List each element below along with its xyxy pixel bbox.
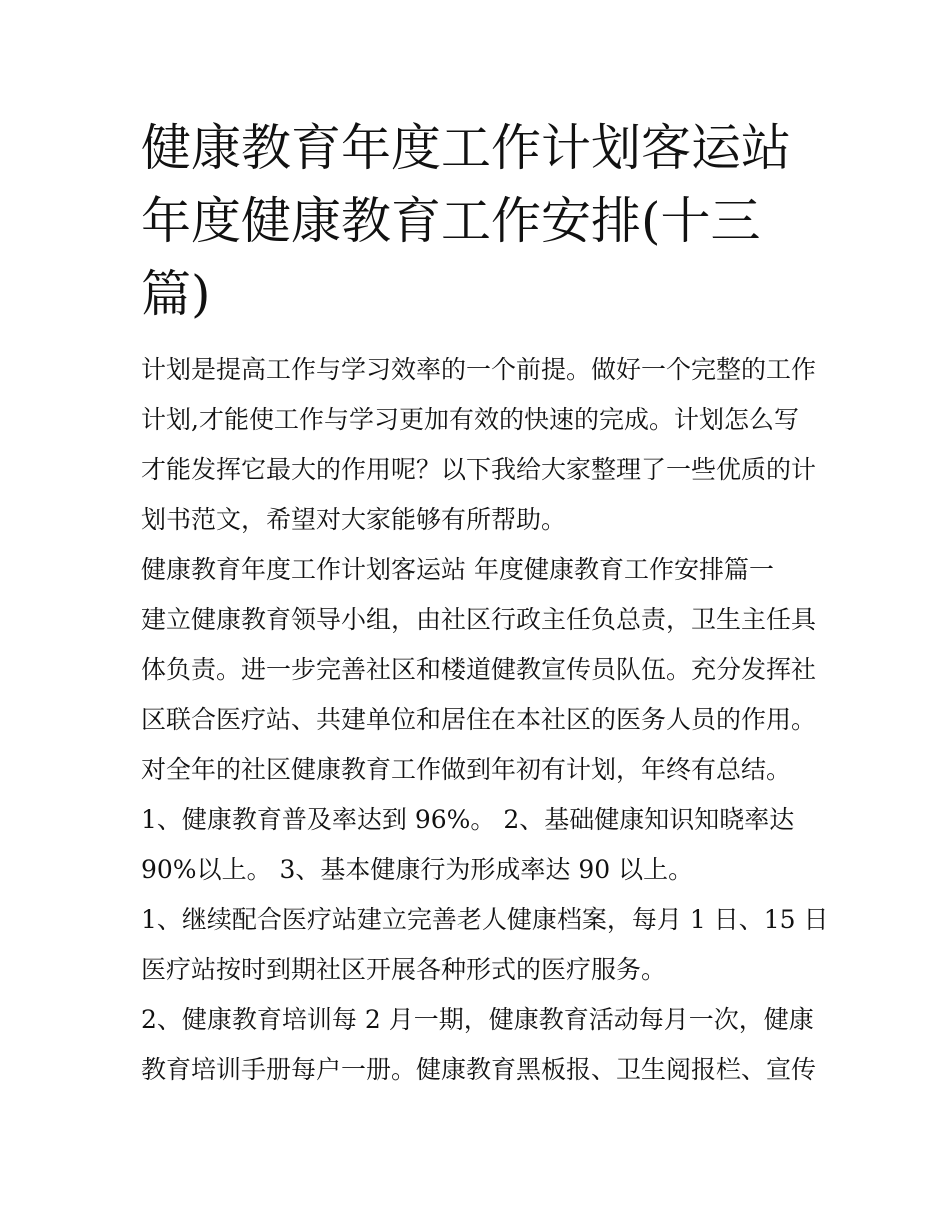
list-item-paragraph bbox=[141, 895, 829, 995]
text-line: 2、健康教育培训每 2 月一期，健康教育活动每月一次，健康 bbox=[141, 1005, 814, 1034]
text-line: 划书范文，希望对大家能够有所帮助。 bbox=[141, 505, 567, 534]
text-line: 医疗站按时到期社区开展各种形式的医疗服务。 bbox=[141, 955, 667, 984]
text-line: 1、健康教育普及率达到 96%。 2、基础健康知识知晓率达 bbox=[141, 805, 795, 834]
document-page bbox=[141, 112, 829, 1095]
text-line: 90%以上。 3、基本健康行为形成率达 90 以上。 bbox=[141, 855, 694, 884]
title-line: 篇) bbox=[141, 265, 211, 323]
title-line: 健康教育年度工作计划客运站 bbox=[141, 119, 791, 177]
body-paragraph bbox=[141, 595, 821, 795]
text-line: 对全年的社区健康教育工作做到年初有计划，年终有总结。 bbox=[141, 755, 792, 784]
text-line: 区联合医疗站、共建单位和居住在本社区的医务人员的作用。 bbox=[141, 705, 817, 734]
goals-paragraph bbox=[141, 795, 821, 895]
text-line: 计划是提高工作与学习效率的一个前提。做好一个完整的工作 bbox=[141, 355, 817, 384]
list-item-paragraph bbox=[141, 995, 821, 1095]
text-line: 体负责。进一步完善社区和楼道健教宣传员队伍。充分发挥社 bbox=[141, 655, 817, 684]
text-line: 健康教育年度工作计划客运站 年度健康教育工作安排篇一 bbox=[141, 555, 774, 584]
text-line: 计划,才能使工作与学习更加有效的快速的完成。计划怎么写 bbox=[141, 405, 799, 434]
document-title bbox=[141, 112, 821, 331]
text-line: 才能发挥它最大的作用呢？以下我给大家整理了一些优质的计 bbox=[141, 455, 817, 484]
text-line: 建立健康教育领导小组，由社区行政主任负总责，卫生主任具 bbox=[141, 605, 817, 634]
title-line: 年度健康教育工作安排(十三 bbox=[141, 192, 761, 250]
intro-paragraph bbox=[141, 345, 821, 545]
document-body bbox=[141, 345, 829, 1095]
text-line: 1、继续配合医疗站建立完善老人健康档案，每月 1 日、15 日 bbox=[141, 905, 829, 934]
text-line: 教育培训手册每户一册。健康教育黑板报、卫生阅报栏、宣传 bbox=[141, 1055, 817, 1084]
section-heading bbox=[141, 545, 821, 595]
